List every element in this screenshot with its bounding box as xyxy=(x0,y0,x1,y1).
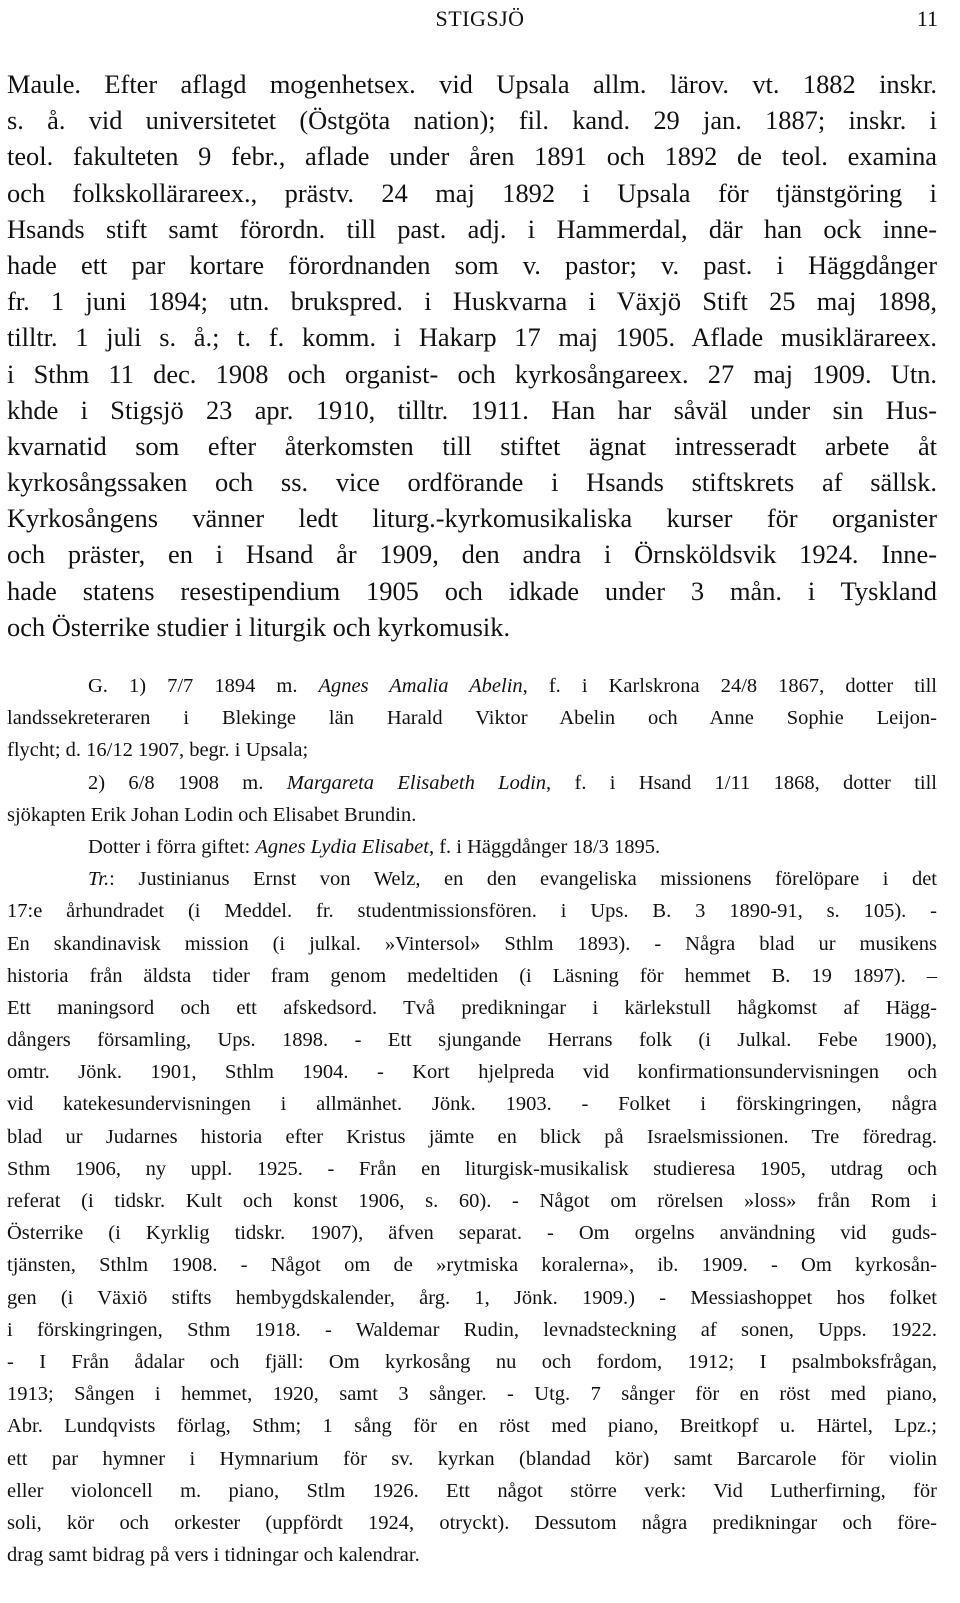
text-line: Kyrkosångens vänner ledt liturg.-kyrkomusikaliska kurser för organister xyxy=(7,503,937,534)
text-line: khde i Stigsjö 23 apr. 1910, tilltr. 1911. Han har såväl under sin Hus- xyxy=(7,394,937,425)
works-line: eller violoncell m. piano, Stlm 1926. Ett något större verk: Vid Lutherfirning, för xyxy=(7,1479,937,1502)
works-line: drag samt bidrag på vers i tidningar och kalendrar. xyxy=(7,1544,420,1567)
text-line: och Österrike studier i liturgik och kyrkomusik. xyxy=(7,611,511,642)
marriage-suffix: , f. i Karlskrona 24/8 1867, dotter till xyxy=(522,675,937,697)
works-line: ett par hymner i Hymnarium för sv. kyrkan (blandad kör) samt Barcarole för violin xyxy=(7,1447,937,1470)
text-line: teol. fakulteten 9 febr., aflade under åren 1891 och 1892 de teol. examina xyxy=(7,141,937,172)
page-header xyxy=(0,4,960,34)
daughter-line xyxy=(7,831,937,863)
works-line: soli, kör och orkester (uppfördt 1924, otryckt). Dessutom några predikningar och före- xyxy=(7,1511,937,1534)
text-line: Hsands stift samt förordn. till past. adj. i Hammerdal, där han ock inne- xyxy=(7,213,937,244)
text-line: kvarnatid som efter återkomsten till stiftet ägnat intresseradt arbete åt xyxy=(7,430,937,461)
marriage-line-5: sjökapten Erik Johan Lodin och Elisabet Brundin. xyxy=(7,803,417,826)
works-label: Tr. xyxy=(88,868,110,891)
marriage-suffix: , f. i Hsand 1/11 1868, dotter till xyxy=(546,771,938,794)
works-line: dångers församling, Ups. 1898. - Ett sjungande Herrans folk (i Julkal. Febe 1900), xyxy=(7,1029,937,1052)
text-line: tilltr. 1 juli s. å.; t. f. komm. i Hakarp 17 maj 1905. Aflade musiklärareex. xyxy=(7,322,937,353)
text-line: s. å. vid universitetet (Östgöta nation); fil. kand. 29 jan. 1887; inskr. i xyxy=(7,105,937,136)
works-line: vid katekesundervisningen i allmänhet. Jönk. 1903. - Folket i förskingringen, några xyxy=(7,1093,937,1116)
text-line: hade ett par kortare förordnanden som v. pastor; v. past. i Häggdånger xyxy=(7,249,937,280)
works-line: En skandinavisk mission (i julkal. »Vintersol» Sthlm 1893). - Några blad ur musikens xyxy=(7,932,937,955)
spouse-name-1: Agnes Amalia Abelin xyxy=(318,675,523,697)
spouse-name-2: Margareta Elisabeth Lodin xyxy=(286,771,547,794)
marriage-prefix: 2) 6/8 1908 m. xyxy=(88,771,287,794)
works-line: i förskingringen, Sthm 1918. - Waldemar Rudin, levnadsteckning af sonen, Upps. 1922. xyxy=(7,1318,937,1341)
works-line: - I Från ådalar och fjäll: Om kyrkosång nu och fordom, 1912; I psalmboksfrågan, xyxy=(7,1350,937,1373)
daughter-prefix: Dotter i förra giftet: xyxy=(88,835,256,858)
works-line: historia från äldsta tider fram genom medeltiden (i Läsning för hemmet B. 19 1897). – xyxy=(7,964,937,987)
page-number: 11 xyxy=(916,6,938,31)
daughter-name: Agnes Lydia Elisabet xyxy=(255,835,429,858)
text-line: Maule. Efter aflagd mogenhetsex. vid Upsala allm. lärov. vt. 1882 inskr. xyxy=(7,69,937,99)
works-line: Abr. Lundqvists förlag, Sthm; 1 sång för en röst med piano, Breitkopf u. Härtel, Lpz.; xyxy=(7,1415,937,1438)
works-line-first xyxy=(7,863,937,895)
daughter-suffix: , f. i Häggdånger 18/3 1895. xyxy=(428,835,661,858)
text-line: i Sthm 11 dec. 1908 och organist- och kyrkosångareex. 27 maj 1909. Utn. xyxy=(7,358,937,389)
works-line: omtr. Jönk. 1901, Sthlm 1904. - Kort hjelpreda vid konfirmationsundervisningen och xyxy=(7,1061,937,1084)
works-line: Österrike (i Kyrklig tidskr. 1907), äfven separat. - Om orgelns användning vid guds- xyxy=(7,1222,937,1245)
works-line: Ett maningsord och ett afskedsord. Två predikningar i kärlekstull hågkomst af Hägg- xyxy=(7,996,937,1019)
works-line: referat (i tidskr. Kult och konst 1906, s. 60). - Något om rörelsen »loss» från Rom i xyxy=(7,1190,937,1212)
works-line: Sthm 1906, ny uppl. 1925. - Från en liturgisk-musikalisk studieresa 1905, utdrag och xyxy=(7,1157,937,1180)
text-line: fr. 1 juni 1894; utn. brukspred. i Huskvarna i Växjö Stift 25 maj 1898, xyxy=(7,286,937,317)
text-line: och präster, en i Hsand år 1909, den andra i Örnsköldsvik 1924. Inne- xyxy=(7,539,937,570)
works-first-text: : Justinianus Ernst von Welz, en den evangeliska missionens förelöpare i det xyxy=(109,868,937,891)
marriage-line-3: flycht; d. 16/12 1907, begr. i Upsala; xyxy=(7,739,309,762)
text-line: kyrkosångssaken och ss. vice ordförande i Hsands stiftskrets af sällsk. xyxy=(7,467,937,498)
marriage-line-1 xyxy=(7,670,937,702)
text-line: hade statens resestipendium 1905 och idkade under 3 mån. i Tyskland xyxy=(7,575,937,606)
marriage-prefix: G. 1) 7/7 1894 m. xyxy=(88,675,319,697)
works-line: blad ur Judarnes historia efter Kristus jämte en blick på Israelsmissionen. Tre föredrag. xyxy=(7,1125,937,1148)
works-line: tjänsten, Sthlm 1908. - Något om de »rytmiska koralerna», ib. 1909. - Om kyrkosån- xyxy=(7,1254,937,1277)
works-line: 17:e århundradet (i Meddel. fr. studentmissionsfören. i Ups. B. 3 1890-91, s. 105). - xyxy=(7,900,937,923)
family-and-works xyxy=(7,670,937,1571)
biography-paragraph xyxy=(7,66,937,645)
running-title: STIGSJÖ xyxy=(435,6,525,31)
marriage-line-2: landssekreteraren i Blekinge län Harald Viktor Abelin och Anne Sophie Leijon- xyxy=(7,707,937,730)
works-line: gen (i Växiö stifts hembygdskalender, årg. 1, Jönk. 1909.) - Messiashoppet hos folket xyxy=(7,1286,937,1309)
text-line: och folkskollärareex., prästv. 24 maj 1892 i Upsala för tjänstgöring i xyxy=(7,177,937,208)
marriage-line-4 xyxy=(7,767,937,799)
works-line: 1913; Sången i hemmet, 1920, samt 3 sånger. - Utg. 7 sånger för en röst med piano, xyxy=(7,1383,937,1406)
